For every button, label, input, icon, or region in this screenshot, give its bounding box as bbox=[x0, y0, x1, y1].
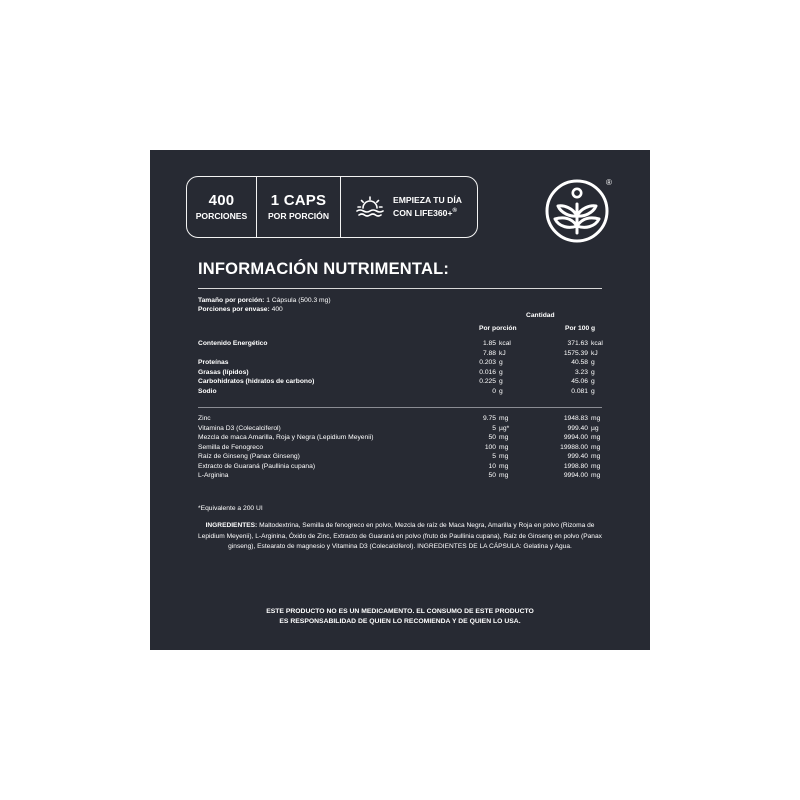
caps-cell bbox=[257, 177, 341, 237]
active-row-per-100-value: 19988.00 bbox=[560, 443, 588, 451]
macro-row-per-100-value: 45.06 bbox=[571, 378, 588, 386]
active-row-per-100-value: 999.40 bbox=[567, 453, 588, 460]
servings-per-container bbox=[198, 306, 283, 314]
brand-logo-icon bbox=[544, 178, 610, 244]
macro-row-per-100-value: 40.58 bbox=[571, 359, 588, 366]
active-row-per-serving-unit: mg bbox=[499, 472, 509, 479]
active-row-per-100-unit: mg bbox=[591, 472, 601, 479]
active-row-name: Vitamina D3 (Colecalciferol) bbox=[198, 424, 281, 432]
slogan-line-2: CON LIFE360+ bbox=[393, 207, 453, 218]
macro-row-per-serving-value: 0.225 bbox=[479, 378, 496, 386]
active-row-name: Semilla de Fenogreco bbox=[198, 443, 264, 451]
active-row-name: Extracto de Guaraná (Paullinia cupana) bbox=[198, 462, 316, 470]
serving-size-value: 1 Cápsula (500.3 mg) bbox=[266, 297, 331, 304]
macro-row-per-serving-unit: g bbox=[499, 378, 503, 386]
slogan-cell bbox=[341, 177, 477, 237]
caps-label: POR PORCIÓN bbox=[267, 211, 330, 221]
section-divider bbox=[198, 407, 602, 408]
macro-row-per-100-unit: g bbox=[591, 368, 595, 376]
energy-label: Contenido Energético bbox=[198, 340, 268, 347]
footnote: *Equivalente a 200 UI bbox=[198, 505, 263, 512]
macro-row-name: Sodio bbox=[198, 387, 217, 395]
active-row-name: L-Arginina bbox=[198, 472, 229, 479]
active-row-per-100-unit: mg bbox=[591, 415, 601, 422]
disclaimer-line-1: ESTE PRODUCTO NO ES UN MEDICAMENTO. EL CONSUMO DE ESTE PRODUCTO bbox=[266, 608, 534, 615]
active-row-per-serving-unit: mg bbox=[499, 434, 509, 441]
title-divider bbox=[198, 288, 602, 289]
macro-row-per-serving-unit: g bbox=[499, 359, 503, 366]
macro-row-per-serving-value: 0.016 bbox=[479, 368, 496, 376]
active-row-per-100-value: 9994.00 bbox=[563, 472, 588, 479]
active-row-per-serving-unit: mg bbox=[499, 415, 509, 422]
active-row-name: Mezcla de maca Amarilla, Roja y Negra (Lepidium Meyenii) bbox=[198, 434, 374, 441]
active-row-per-serving-value: 100 bbox=[484, 443, 496, 451]
active-row-name: Raíz de Ginseng (Panax Ginseng) bbox=[198, 453, 300, 460]
serving-size-label: Tamaño por porción: bbox=[198, 297, 265, 304]
energy-row-per-100-value: 371.63 bbox=[567, 340, 588, 347]
macro-row-per-100-value: 0.081 bbox=[571, 387, 588, 395]
header-cantidad: Cantidad bbox=[526, 312, 555, 319]
active-row-per-serving-unit: µg* bbox=[499, 424, 510, 432]
active-row-per-serving-value: 5 bbox=[492, 453, 496, 460]
active-row-per-100-value: 9994.00 bbox=[563, 434, 588, 441]
macro-row-per-serving-unit: g bbox=[499, 387, 503, 395]
portions-label: PORCIONES bbox=[195, 211, 248, 221]
active-row-per-serving-value: 9.75 bbox=[482, 415, 496, 422]
ingredients-text bbox=[198, 521, 602, 553]
ingredients-body: Maltodextrina, Semilla de fenogreco en polvo, Mezcla de raíz de Maca Negra, Amarilla y Roja en polvo (Rizoma de Lepidium Meyenii), L-Arginina, Óxido de Zinc, Extracto de Guaraná en polvo (fruto de Paullinia cupana), Raíz de Ginseng en polvo (Panax ginseng), Estearato de magnesio y Vitamina D3 (Colecalciferol). INGREDIENTES DE LA CÁPSULA: Gelatina y Agua. bbox=[198, 522, 602, 550]
serving-badge bbox=[186, 176, 478, 238]
disclaimer bbox=[210, 607, 590, 627]
ingredients-label: INGREDIENTES: bbox=[205, 522, 258, 529]
macro-row-per-100-unit: g bbox=[591, 378, 595, 386]
energy-row-per-serving-value: 1.85 bbox=[482, 340, 496, 347]
active-row-per-100-unit: mg bbox=[591, 453, 601, 460]
active-row-name: Zinc bbox=[198, 415, 211, 422]
macro-row-per-100-unit: g bbox=[591, 359, 595, 366]
portions-value: 400 bbox=[208, 192, 235, 209]
disclaimer-line-2: ES RESPONSABILIDAD DE QUIEN LO RECOMIENDA Y DE QUIEN LO USA. bbox=[279, 618, 521, 625]
energy-row-per-serving-value: 7.88 bbox=[482, 349, 496, 357]
active-row-per-100-value: 1998.80 bbox=[563, 462, 588, 470]
nutrition-title: INFORMACIÓN NUTRIMENTAL: bbox=[198, 260, 450, 278]
active-row-per-100-value: 1948.83 bbox=[563, 415, 588, 422]
active-row-per-serving-unit: mg bbox=[499, 462, 509, 470]
active-row-per-serving-unit: mg bbox=[499, 453, 509, 460]
active-row-per-serving-value: 5 bbox=[492, 424, 496, 432]
macro-row-per-serving-value: 0.203 bbox=[479, 359, 496, 366]
header-per-100g: Por 100 g bbox=[565, 325, 596, 332]
servings-per-container-label: Porciones por envase: bbox=[198, 306, 270, 313]
active-row-per-100-unit: mg bbox=[591, 462, 601, 470]
macro-row-name: Proteínas bbox=[198, 359, 229, 366]
macro-row-name: Grasas (lípidos) bbox=[198, 368, 249, 376]
slogan-line-1: EMPIEZA TU DÍA bbox=[393, 195, 462, 206]
energy-row-per-100-unit: kJ bbox=[591, 349, 598, 357]
logo-registered-mark: ® bbox=[606, 178, 612, 187]
active-row-per-100-value: 999.40 bbox=[567, 424, 588, 432]
energy-row-per-serving-unit: kcal bbox=[499, 340, 511, 347]
serving-size bbox=[198, 297, 331, 305]
energy-row-per-serving-unit: kJ bbox=[499, 349, 506, 357]
active-row-per-serving-value: 10 bbox=[488, 462, 496, 470]
active-row-per-serving-value: 50 bbox=[488, 472, 496, 479]
macro-row-per-100-unit: g bbox=[591, 387, 595, 395]
sunrise-icon bbox=[355, 196, 385, 218]
registered-mark: ® bbox=[452, 208, 457, 215]
nutrition-label-panel bbox=[150, 150, 650, 650]
servings-per-container-value: 400 bbox=[271, 306, 283, 313]
macro-row-name: Carbohidratos (hidratos de carbono) bbox=[198, 378, 315, 386]
caps-value: 1 CAPS bbox=[270, 192, 327, 209]
energy-row-per-100-unit: kcal bbox=[591, 340, 603, 347]
macro-row-per-serving-value: 0 bbox=[492, 387, 496, 395]
portions-cell bbox=[187, 177, 257, 237]
active-row-per-100-unit: mg bbox=[591, 443, 601, 451]
active-row-per-100-unit: mg bbox=[591, 434, 601, 441]
header-per-serving: Por porción bbox=[479, 325, 517, 332]
active-row-per-serving-unit: mg bbox=[499, 443, 509, 451]
macro-row-per-100-value: 3.23 bbox=[574, 368, 588, 376]
active-row-per-serving-value: 50 bbox=[488, 434, 496, 441]
macro-row-per-serving-unit: g bbox=[499, 368, 503, 376]
energy-row-per-100-value: 1575.39 bbox=[563, 349, 588, 357]
active-row-per-100-unit: µg bbox=[591, 424, 599, 432]
slogan-text bbox=[393, 195, 462, 219]
